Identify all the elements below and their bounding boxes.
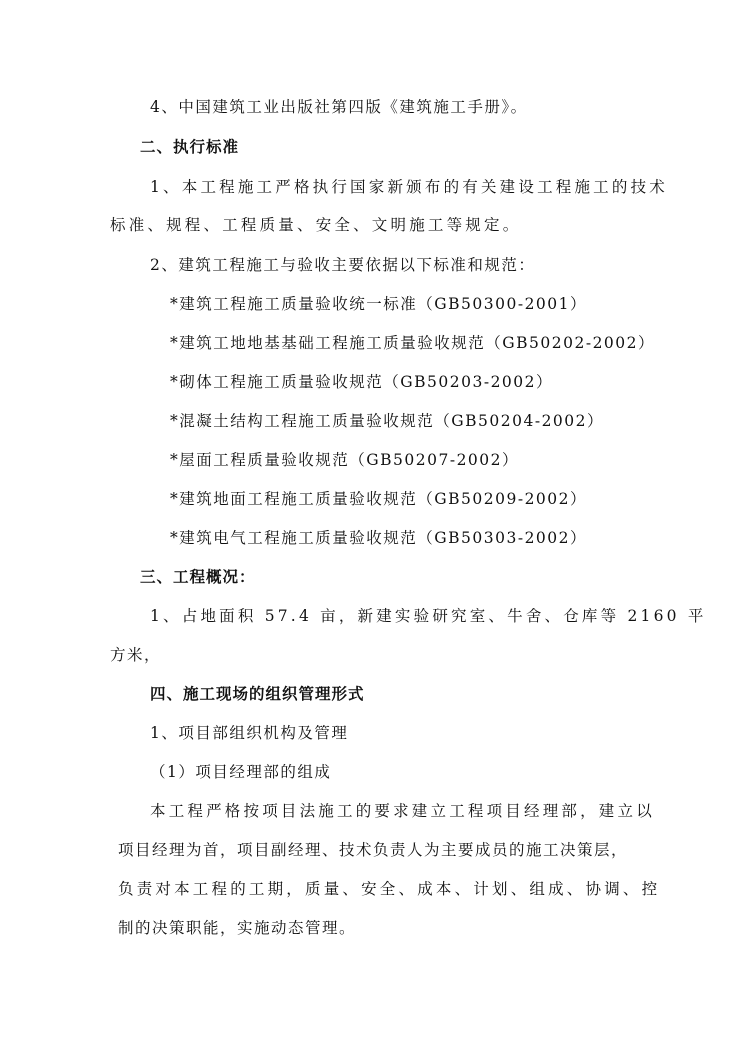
paragraph-line: 本工程严格按项目法施工的要求建立工程项目经理部，建立以 (150, 802, 655, 820)
paragraph-line: 2、建筑工程施工与验收主要依据以下标准和规范： (150, 256, 536, 274)
standard-list-item: *建筑工程施工质量验收统一标准（GB50300-2001） (170, 295, 588, 313)
standard-list-item: *建筑工地地基基础工程施工质量验收规范（GB50202-2002） (170, 334, 656, 352)
standard-list-item: *混凝土结构工程施工质量验收规范（GB50204-2002） (170, 412, 605, 430)
section-heading-project-overview: 三、工程概况： (140, 567, 256, 586)
paragraph-line: 1、占地面积 57.4 亩，新建实验研究室、牛舍、仓库等 2160 平 (150, 607, 707, 625)
paragraph-line: 方米， (110, 646, 162, 664)
standard-list-item: *建筑地面工程施工质量验收规范（GB50209-2002） (170, 490, 588, 508)
standard-list-item: *屋面工程质量验收规范（GB50207-2002） (170, 451, 520, 469)
section-heading-execution-standards: 二、执行标准 (140, 137, 240, 156)
subsection-heading: （1）项目经理部的组成 (150, 763, 332, 781)
subsection-heading: 1、项目部组织机构及管理 (150, 724, 349, 742)
paragraph-line: 1、本工程施工严格执行国家新颁布的有关建设工程施工的技术 (150, 178, 668, 196)
standard-list-item: *建筑电气工程施工质量验收规范（GB50303-2002） (170, 529, 588, 547)
standard-list-item: *砌体工程施工质量验收规范（GB50203-2002） (170, 373, 554, 391)
paragraph-line: 制的决策职能，实施动态管理。 (118, 919, 357, 937)
reference-item-4: 4、中国建筑工业出版社第四版《建筑施工手册》。 (150, 98, 528, 116)
section-heading-site-organization: 四、施工现场的组织管理形式 (150, 684, 365, 703)
paragraph-line: 负责对本工程的工期，质量、安全、成本、计划、组成、协调、控 (118, 880, 661, 898)
paragraph-line: 项目经理为首，项目副经理、技术负责人为主要成员的施工决策层， (118, 841, 629, 859)
paragraph-line: 标准、规程、工程质量、安全、文明施工等规定。 (110, 216, 522, 234)
